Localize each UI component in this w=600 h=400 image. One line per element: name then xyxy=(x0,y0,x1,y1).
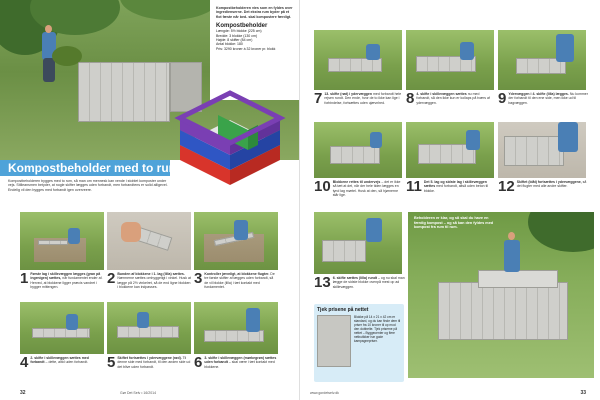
step-number: 4 xyxy=(20,354,29,371)
worker xyxy=(366,44,380,60)
step-13-caption xyxy=(314,276,414,290)
hedge xyxy=(120,0,220,20)
step-text: så det flugter med alle andre skifter. xyxy=(516,180,587,189)
step-11-caption xyxy=(406,180,494,194)
step-6-photo xyxy=(194,302,278,354)
step-text: Nu kommer der forbandt til den ene side, men ikke ud til bagvæggen. xyxy=(508,92,588,105)
spec-line-1: Bredde: 3 blokke (130 cm) xyxy=(216,33,258,38)
spec-title: Kompostbeholder xyxy=(216,23,268,30)
builder xyxy=(504,240,520,272)
step-title: Skiftet fortsættes i ydervæggene (rød). xyxy=(117,356,182,360)
gardener-legs xyxy=(43,58,55,82)
callout-title: Tjek prisene på nettet xyxy=(317,307,369,313)
step-text: – dette, altid uden forbandt. xyxy=(45,360,89,365)
step-title: Kontroller jævnligt, at blokkene flugter. xyxy=(204,272,270,276)
step-2-photo xyxy=(107,212,191,270)
step-text: – det er ikke så tæt at det, når der hele tiden lægges en tynd lag mørtel. Husk at den, så hjørnerne står lige. xyxy=(332,180,401,197)
step-number: 5 xyxy=(107,354,116,371)
footer-right: www.gordetselv.dk xyxy=(310,391,339,395)
step-7-photo xyxy=(314,30,402,90)
footer-left: Gør Det Selv • 16/2014 xyxy=(120,391,157,395)
concrete-block-photo xyxy=(317,315,351,367)
worker xyxy=(246,308,260,332)
worker xyxy=(234,220,248,240)
step-12-photo xyxy=(498,122,586,178)
step-3-caption xyxy=(194,272,278,289)
step-title: Bunden af blokkene i 1. lag (lilla) sættes. xyxy=(117,272,185,276)
worker xyxy=(460,42,474,60)
block-wall xyxy=(330,146,380,164)
finished-bin-photo xyxy=(408,212,594,378)
step-title: 13. skifte (rød) i ydervæggen xyxy=(324,92,372,96)
step-title: Blokkene rettes til undervejs xyxy=(332,180,381,184)
worker xyxy=(366,218,382,242)
step-text: – skal være i tæt kontakt med blokkene. xyxy=(204,360,275,369)
step-1-photo xyxy=(20,212,104,270)
step-text: Til denne side med forbandt, til den anden side ud det blive uden forbandt. xyxy=(117,356,191,369)
step-8-caption xyxy=(406,92,494,106)
step-title: 6. skifte sættes (lilla) rundt xyxy=(332,276,378,280)
step-number: 13 xyxy=(314,274,331,291)
step-8-photo xyxy=(406,30,494,90)
step-number: 1 xyxy=(20,270,29,287)
intro-caption: Kompostbeholderen vies som en fyldes over ingredienserne. Det ekstra rum byder på et flot fæste når bed- skal kompostere færdigt. xyxy=(216,6,293,19)
finished-bin-divider xyxy=(478,270,558,288)
step-1-caption xyxy=(20,272,104,289)
spec-line-3: Antal blokke: 180 xyxy=(216,42,243,47)
step-title: 4. skifte i skillevæggen sættes xyxy=(416,92,467,96)
block-wall xyxy=(504,136,564,166)
step-text: Nærmerne sættes omhyggeligt i vinkel. Husk at lægge på 2½ vinkelret, så de end ligne blokken i blokkene kan indpasses. xyxy=(117,276,191,289)
builder-head xyxy=(508,232,515,240)
worker xyxy=(137,312,149,328)
intro-text: Kompostbeholderen bygges med to rum, så man om mennesk kan vende i stoblet komposter under vejs. Stilleansmen betyder, at nogle skifter lægges uden forbandt, men forbandtens er solid alligevel. Endelig vil den bygges med forbandt igen overveere. xyxy=(8,179,168,192)
step-text: med forbandt, altså uden beton til blokke. xyxy=(423,184,489,193)
step-title: Det 5. lag og sidste lag i skillevæggen sættes xyxy=(423,180,487,189)
step-title: Skiftet (blåt) fortsættes i ydervæggene, xyxy=(516,180,582,184)
step-text: med forbandt hele rejsen rundt. Den ende, hvor de to ikke kan lige i forbindelse, fortsættes uden ujævnhed. xyxy=(324,92,402,105)
worker xyxy=(556,34,574,62)
step-9-photo xyxy=(498,30,586,90)
block-wall xyxy=(328,58,382,72)
step-text: når fundamentet ender af. Herved, at blokkene ligger præcis vandret i bygger mittengen. xyxy=(30,276,103,289)
photo-caption: Beholderen er klar, og så skal du have en færdig kompost – og så kan den fyldes med kompost fra rum til rum. xyxy=(414,216,494,230)
finished-bin-front xyxy=(438,282,568,340)
step-5-photo xyxy=(107,302,191,354)
block-wall xyxy=(322,240,366,262)
step-text: – og nu skal man lægge de sidste blokke ovenpå mest op ad skillevæggen. xyxy=(332,276,405,289)
step-number: 11 xyxy=(406,178,422,195)
block xyxy=(136,227,173,251)
step-13-photo xyxy=(314,212,402,274)
worker xyxy=(466,130,480,150)
block-wall xyxy=(117,326,179,338)
step-number: 3 xyxy=(194,270,203,287)
step-4-caption xyxy=(20,356,104,370)
step-7-caption xyxy=(314,92,402,106)
step-number: 7 xyxy=(314,90,323,107)
right-page xyxy=(300,0,600,400)
step-10-photo xyxy=(314,122,402,178)
page-title: Kompostbeholder med to rum xyxy=(8,161,180,175)
spec-line-0: Længde: 5½ blokke (225 cm) xyxy=(216,29,262,34)
step-text: nu med forbandt, så den ikke kun er kollaps på tværs af ydervæggen. xyxy=(416,92,490,105)
hand xyxy=(121,222,141,242)
step-5-caption xyxy=(107,356,191,370)
spec-box xyxy=(210,0,300,100)
step-text: De tre første skifter af lægges uden forbandt, så de vil blokke (lilla) i tæt kontakt med fundamentet. xyxy=(204,272,275,289)
step-number: 10 xyxy=(314,178,331,195)
spec-line-4: Pris: 3290 kroner à 32 kroner pr. blokk xyxy=(216,46,276,51)
worker xyxy=(66,314,78,330)
step-2-caption xyxy=(107,272,191,289)
worker xyxy=(370,132,382,148)
price-callout xyxy=(314,304,404,382)
step-12-caption xyxy=(498,180,588,194)
step-4-photo xyxy=(20,302,104,354)
step-title: Ydervæggen i 4. skifte (lilla) lægges. xyxy=(508,92,569,96)
step-title: 2. skifte i skillevæggen sættes med forbandt xyxy=(30,356,89,365)
step-number: 6 xyxy=(194,354,203,371)
worker xyxy=(68,228,80,244)
step-title: 3. skifte i skillevæggen (mørkegrøn) sættes uden forbandt xyxy=(204,356,277,365)
block-diagram xyxy=(170,90,290,190)
plant-cuttings xyxy=(52,46,82,66)
step-11-photo xyxy=(406,122,494,178)
compost-bin xyxy=(78,62,170,122)
step-number: 9 xyxy=(498,90,507,107)
step-title: Første lag i skillevæggen lægges (gran på ingenigen) sættes, xyxy=(30,272,101,281)
worker xyxy=(558,122,578,152)
callout-text: Blokke på 14 x 21 x 42 cm er standard, og du kan finde dem til priser fra 10 kroner til op mod den dobbelte. Tjek priserne på nettet – Byggecenter og flere netbutikker har gode kampagnepriser. xyxy=(354,315,401,343)
step-3-photo xyxy=(194,212,278,270)
block-wall xyxy=(32,328,90,338)
page-number-right: 33 xyxy=(580,390,586,396)
step-number: 8 xyxy=(406,90,415,107)
step-9-caption xyxy=(498,92,588,106)
hedge xyxy=(528,212,594,252)
gardener-head xyxy=(45,25,52,33)
step-number: 2 xyxy=(107,270,116,287)
block-row xyxy=(38,240,68,245)
step-10-caption xyxy=(314,180,402,197)
step-number: 12 xyxy=(498,178,515,195)
spec-line-2: Højde: 8 skifter (84 cm) xyxy=(216,38,253,43)
step-6-caption xyxy=(194,356,278,370)
page-number-left: 32 xyxy=(20,390,26,396)
